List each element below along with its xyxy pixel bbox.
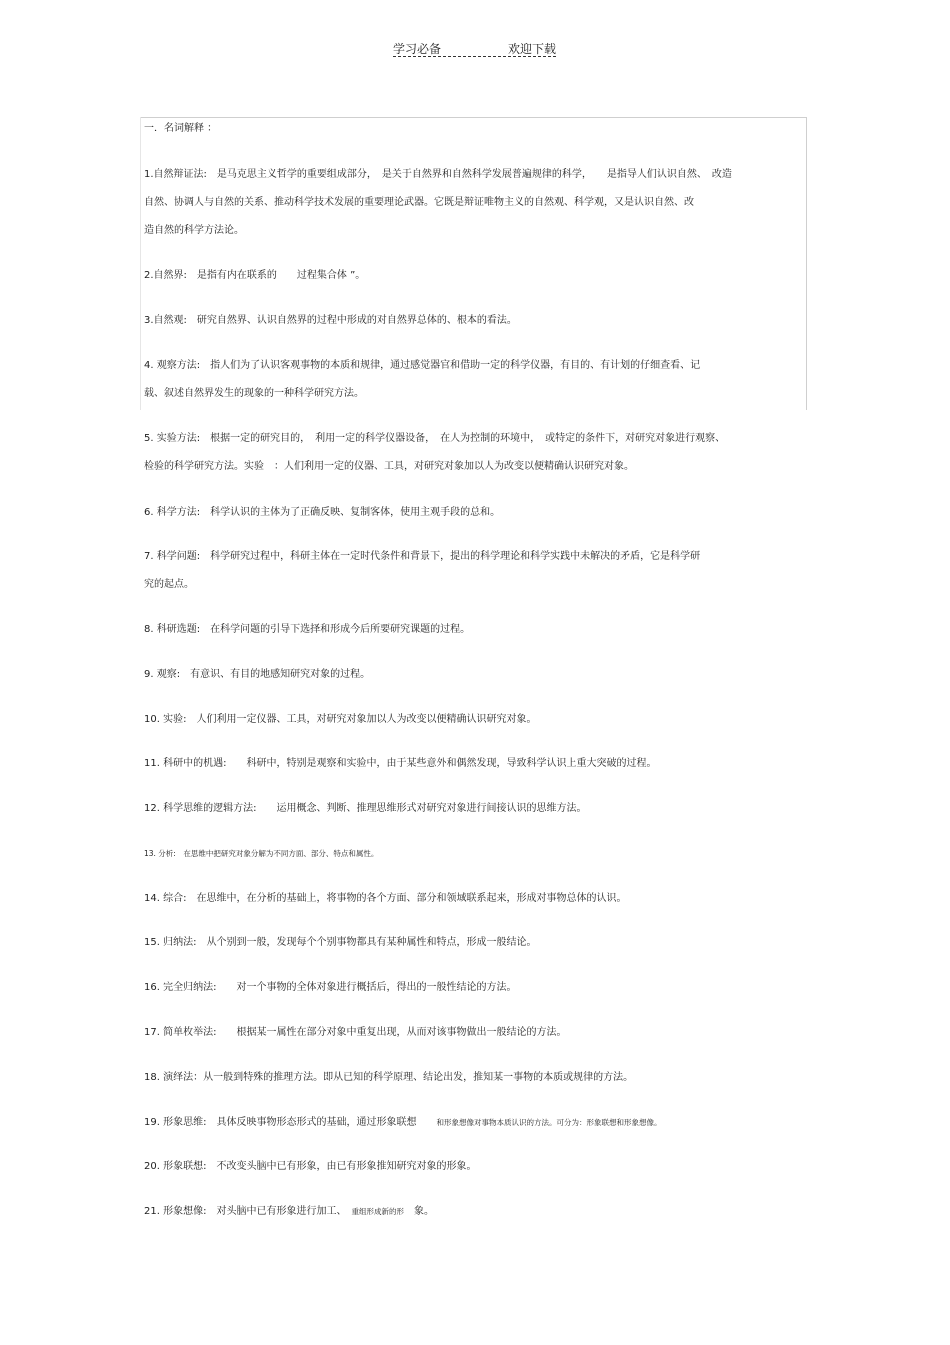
entry-1-line-2: 自然、协调人与自然的关系、推动科学技术发展的重要理论武器。它既是辩证唯物主义的自然观、科学观，又是认识自然、改 xyxy=(144,197,694,208)
entry-5-line-1: 5. 实验方法: 根据一定的研究目的， 利用一定的科学仪器设备， 在人为控制的环境中， 或特定的条件下，对研究对象进行观察、 xyxy=(144,433,726,444)
entry-11: 11. 科研中的机遇: 科研中，特别是观察和实验中，由于某些意外和偶然发现，导致科学认识上重大突破的过程。 xyxy=(144,758,657,769)
entry-19-main: 19. 形象思维: 具体反映事物形态形式的基础，通过形象联想 xyxy=(144,1117,437,1128)
entry-16: 16. 完全归纳法: 对一个事物的全体对象进行概括后，得出的一般性结论的方法。 xyxy=(144,982,517,993)
entry-14: 14. 综合: 在思维中，在分析的基础上，将事物的各个方面、部分和领域联系起来，形成对事物总体的认识。 xyxy=(144,893,627,904)
frame-border-right xyxy=(806,117,807,410)
entry-5-line-2: 检验的科学研究方法。实验 ：人们利用一定的仪器、工具，对研究对象加以人为改变以便精确认识研究对象。 xyxy=(144,461,634,472)
section-title: 一．名词解释 ： xyxy=(144,123,218,134)
entry-3: 3.自然观: 研究自然界、认识自然界的过程中形成的对自然界总体的、根本的看法。 xyxy=(144,315,517,326)
header-dashed-rule xyxy=(393,56,556,57)
entry-21-end: 象。 xyxy=(403,1206,434,1217)
entry-20: 20. 形象联想: 不改变头脑中已有形象，由已有形象推知研究对象的形象。 xyxy=(144,1161,477,1172)
entry-7-line-1: 7. 科学问题: 科学研究过程中，科研主体在一定时代条件和背景下，提出的科学理论和科学实践中未解决的矛盾，它是科学研 xyxy=(144,551,701,562)
entry-1-line-1: 1.自然辩证法: 是马克思主义哲学的重要组成部分， 是关于自然界和自然科学发展普遍规律的科学， 是指导人们认识自然、 改造 xyxy=(144,169,732,180)
entry-10: 10. 实验: 人们利用一定仪器、工具，对研究对象加以人为改变以便精确认识研究对象。 xyxy=(144,714,537,725)
entry-12: 12. 科学思维的逻辑方法: 运用概念、判断、推理思维形式对研究对象进行间接认识的思维方法。 xyxy=(144,803,587,814)
entry-2: 2.自然界: 是指有内在联系的 过程集合体 ”。 xyxy=(144,270,366,281)
entry-21-small: 重组形成新的形 xyxy=(351,1207,404,1216)
entry-4-line-1: 4. 观察方法: 指人们为了认识客观事物的本质和规律，通过感觉器官和借助一定的科学仪器，有目的、有计划的仔细查看、记 xyxy=(144,360,701,371)
frame-border-top xyxy=(140,117,807,118)
entry-15: 15. 归纳法: 从个别到一般，发现每个个别事物都具有某种属性和特点，形成一般结论。 xyxy=(144,937,537,948)
entry-17: 17. 简单枚举法: 根据某一属性在部分对象中重复出现，从而对该事物做出一般结论的方法。 xyxy=(144,1027,567,1038)
entry-19-small: 和形象想像对事物本质认识的方法。可分为：形象联想和形象想像。 xyxy=(436,1118,662,1127)
entry-1-line-3: 造自然的科学方法论。 xyxy=(144,225,244,236)
entry-8: 8. 科研选题: 在科学问题的引导下选择和形成今后所要研究课题的过程。 xyxy=(144,624,471,635)
entry-13: 13. 分析: 在思维中把研究对象分解为不同方面、部分、特点和属性。 xyxy=(144,849,379,858)
entry-6: 6. 科学方法: 科学认识的主体为了正确反映、复制客体，使用主观手段的总和。 xyxy=(144,507,501,518)
header-right-text: 欢迎下载 xyxy=(507,42,556,56)
entry-21-main: 21. 形象想像: 对头脑中已有形象进行加工、 xyxy=(144,1206,352,1217)
entry-21 xyxy=(144,1205,434,1219)
entry-18: 18. 演绎法：从一般到特殊的推理方法。即从已知的科学原理、结论出发，推知某一事物的本质或规律的方法。 xyxy=(144,1072,634,1083)
entry-7-line-2: 究的起点。 xyxy=(144,579,194,590)
entry-9: 9. 观察: 有意识、有目的地感知研究对象的过程。 xyxy=(144,669,371,680)
header-left-text: 学习必备 xyxy=(393,42,442,56)
entry-4-line-2: 载、叙述自然界发生的现象的一种科学研究方法。 xyxy=(144,388,364,399)
frame-border-left xyxy=(140,117,141,410)
entry-19 xyxy=(144,1116,661,1130)
